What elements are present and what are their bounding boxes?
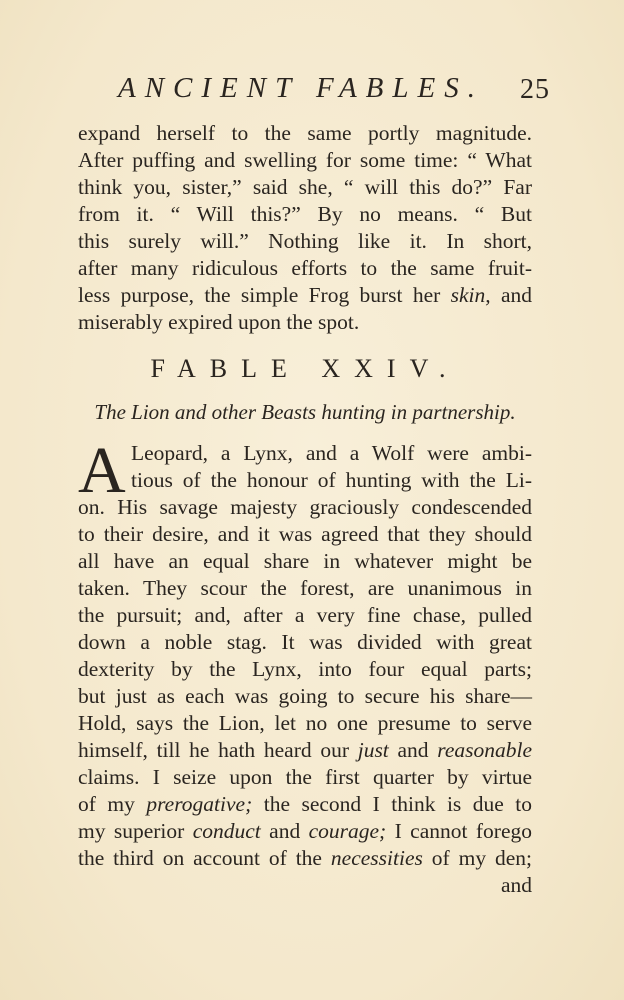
- text-line: After puffing and swelling for some time: “ What: [78, 148, 532, 172]
- text-line: this surely will.” Nothing like it. In short,: [78, 229, 532, 253]
- text-span: of my den;: [431, 846, 533, 870]
- text-line: [78, 818, 532, 845]
- text-line: after many ridiculous efforts to the same fruit-: [78, 256, 532, 280]
- fable-title: The Lion and other Beasts hunting in partnership.: [94, 400, 516, 424]
- text-line: on. His savage majesty graciously condescended: [78, 495, 532, 519]
- italic-word: just: [357, 738, 389, 762]
- text-span: I cannot forego: [394, 819, 532, 843]
- italic-word: reasonable: [437, 738, 533, 762]
- text-line: [78, 737, 532, 764]
- text-line: tious of the honour of hunting with the Li-: [131, 468, 532, 492]
- text-line: to their desire, and it was agreed that they should: [78, 522, 532, 546]
- fable-heading: FABLE XXIV.: [150, 354, 460, 383]
- page-number: 25: [520, 74, 550, 105]
- text-line: [78, 282, 532, 309]
- text-span: the second I think is due to: [263, 792, 533, 816]
- text-line: taken. They scour the forest, are unanimous in: [78, 576, 532, 600]
- text-line: down a noble stag. It was divided with great: [78, 630, 532, 654]
- italic-word: necessities: [330, 846, 423, 870]
- text-line: all have an equal share in whatever might be: [78, 549, 532, 573]
- text-span: and: [500, 283, 533, 307]
- text-line: the pursuit; and, after a very fine chase, pulled: [78, 603, 532, 627]
- text-line: but just as each was going to secure his share—: [78, 684, 532, 708]
- text-line: Hold, says the Lion, let no one presume to serve: [78, 711, 532, 735]
- text-span: the third on account of the: [78, 846, 322, 870]
- drop-cap: A: [78, 434, 126, 507]
- italic-word: prerogative;: [146, 792, 253, 816]
- text-span: less purpose, the simple Frog burst her: [78, 283, 441, 307]
- text-line: from it. “ Will this?” By no means. “ But: [78, 202, 532, 226]
- text-span: of my: [78, 792, 135, 816]
- text-line: miserably expired upon the spot.: [78, 310, 360, 334]
- text-line: expand herself to the same portly magnitude.: [78, 121, 532, 145]
- text-line: claims. I seize upon the first quarter by virtue: [78, 765, 532, 789]
- text-line: dexterity by the Lynx, into four equal parts;: [78, 657, 532, 681]
- text-line: [78, 791, 532, 818]
- italic-word: skin,: [450, 283, 491, 307]
- text-line: [78, 845, 532, 872]
- text-span: and: [397, 738, 429, 762]
- text-line: think you, sister,” said she, “ will this do?” Far: [78, 175, 532, 199]
- catchword: and: [500, 873, 532, 897]
- text-line: Leopard, a Lynx, and a Wolf were ambi-: [131, 441, 532, 465]
- running-title: ANCIENT FABLES.: [118, 72, 484, 104]
- text-span: my superior: [78, 819, 185, 843]
- text-span: and: [269, 819, 301, 843]
- italic-word: courage;: [308, 819, 387, 843]
- italic-word: conduct: [192, 819, 261, 843]
- text-span: himself, till he hath heard our: [78, 738, 349, 762]
